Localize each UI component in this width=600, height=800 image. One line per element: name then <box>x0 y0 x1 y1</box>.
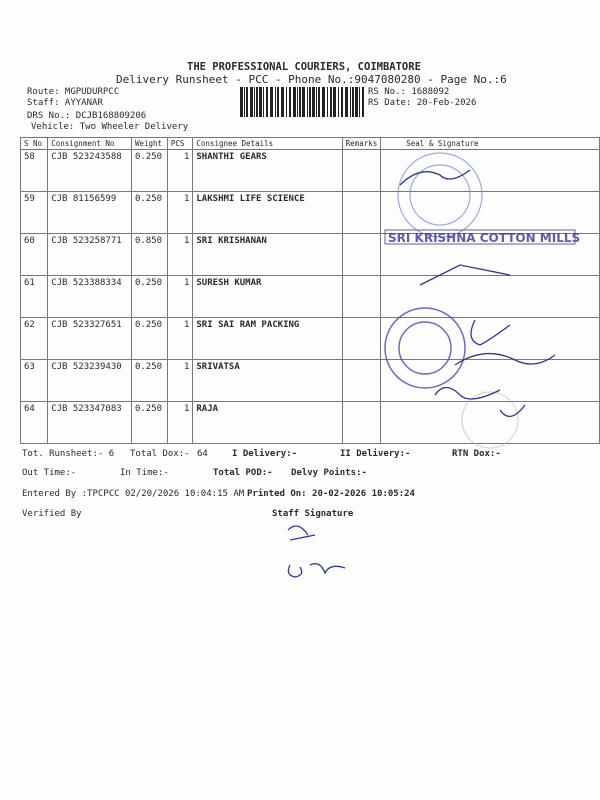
staff-signature-label: Staff Signature <box>272 509 354 519</box>
table-row <box>21 318 600 360</box>
cell-consignment: CJB 523243588 <box>48 150 132 192</box>
barcode-bar <box>341 87 343 117</box>
col-consignment: Consignment No <box>48 138 132 150</box>
barcode-bar <box>362 87 364 117</box>
cell-sno: 58 <box>21 150 48 192</box>
cell-pcs: 1 <box>167 234 193 276</box>
cell-consignment: CJB 81156599 <box>48 192 132 234</box>
col-weight: Weight <box>131 138 167 150</box>
cell-pcs: 1 <box>167 192 193 234</box>
drs-number: DRS No.: DCJB168809206 <box>27 111 147 121</box>
in-time: In Time:- <box>120 468 169 478</box>
cell-remarks <box>342 234 381 276</box>
barcode-bar <box>266 87 268 117</box>
barcode-bar <box>322 87 325 117</box>
cell-sno: 60 <box>21 234 48 276</box>
barcode-bar <box>355 87 358 117</box>
rtn-dox: RTN Dox:- <box>452 449 501 459</box>
barcode-bar <box>307 87 308 117</box>
table-row <box>21 234 600 276</box>
vehicle: Vehicle: Two Wheeler Delivery <box>31 122 189 132</box>
cell-sno: 59 <box>21 192 48 234</box>
barcode-bar <box>275 87 276 117</box>
cell-consignment: CJB 523347083 <box>48 402 132 444</box>
printed-on: Printed On: 20-02-2026 10:05:24 <box>247 489 415 499</box>
barcode-bar <box>352 87 354 117</box>
barcode-bar <box>293 87 296 117</box>
barcode-bar <box>309 87 311 117</box>
cell-consignee: SHANTHI GEARS <box>193 150 342 192</box>
runsheet-subtitle: Delivery Runsheet - PCC - Phone No.:9047080280 - Page No.:6 <box>116 73 507 86</box>
col-sno: S No <box>21 138 48 150</box>
cell-consignee: LAKSHMI LIFE SCIENCE <box>193 192 342 234</box>
cell-sno: 64 <box>21 402 48 444</box>
barcode-bar <box>359 87 360 117</box>
cell-weight: 0.250 <box>131 276 167 318</box>
out-time: Out Time:- <box>22 468 77 478</box>
cell-consignee: SRI SAI RAM PACKING <box>193 318 342 360</box>
cell-consignment: CJB 523258771 <box>48 234 132 276</box>
tot-runsheet: Tot. Runsheet:- 6 <box>22 449 115 459</box>
cell-sno: 63 <box>21 360 48 402</box>
barcode-bar <box>350 87 351 117</box>
cell-seal <box>381 360 600 402</box>
cell-seal <box>381 234 600 276</box>
total-dox-value: 64 <box>197 449 208 459</box>
table-row <box>21 360 600 402</box>
cell-sno: 61 <box>21 276 48 318</box>
barcode-bar <box>270 87 273 117</box>
cell-pcs: 1 <box>167 318 193 360</box>
cell-weight: 0.250 <box>131 360 167 402</box>
barcode-bar <box>263 87 264 117</box>
cell-pcs: 1 <box>167 276 193 318</box>
cell-weight: 0.250 <box>131 318 167 360</box>
barcode-bar <box>327 87 328 117</box>
cell-seal <box>381 150 600 192</box>
company-name: THE PROFESSIONAL COURIERS, COIMBATORE <box>187 61 421 73</box>
barcode-bar <box>318 87 320 117</box>
barcode-bar <box>250 87 253 117</box>
barcode-bar <box>312 87 315 117</box>
barcode-bar <box>299 87 301 117</box>
barcode-bar <box>240 87 243 117</box>
barcode <box>240 87 366 117</box>
table-row <box>21 402 600 444</box>
cell-consignee: SURESH KUMAR <box>193 276 342 318</box>
cell-weight: 0.250 <box>131 150 167 192</box>
consignment-table <box>20 137 600 444</box>
cell-consignment: CJB 523388334 <box>48 276 132 318</box>
table-row <box>21 150 600 192</box>
barcode-bar <box>302 87 305 117</box>
barcode-bar <box>246 87 248 117</box>
stamp-text: SRI KRISHNA COTTON MILLS <box>388 231 581 245</box>
barcode-bar <box>338 87 339 117</box>
cell-consignment: CJB 523239430 <box>48 360 132 402</box>
barcode-bar <box>281 87 284 117</box>
col-pcs: PCS <box>167 138 193 150</box>
cell-pcs: 1 <box>167 402 193 444</box>
barcode-bar <box>297 87 298 117</box>
col-consignee: Consignee Details <box>193 138 342 150</box>
rs-date: RS Date: 20-Feb-2026 <box>368 98 477 108</box>
cell-seal <box>381 276 600 318</box>
barcode-bar <box>345 87 348 117</box>
cell-seal <box>381 402 600 444</box>
cell-remarks <box>342 276 381 318</box>
ii-delivery: II Delivery:- <box>340 449 411 459</box>
cell-weight: 0.850 <box>131 234 167 276</box>
cell-remarks <box>342 360 381 402</box>
barcode-bar <box>244 87 245 117</box>
cell-consignee: RAJA <box>193 402 342 444</box>
entered-by: Entered By :TPCPCC 02/20/2026 10:04:15 AM <box>22 489 245 499</box>
cell-seal <box>381 318 600 360</box>
cell-seal <box>381 192 600 234</box>
delvy-points: Delvy Points:- <box>291 468 367 478</box>
cell-pcs: 1 <box>167 360 193 402</box>
cell-weight: 0.250 <box>131 192 167 234</box>
barcode-bar <box>256 87 258 117</box>
route: Route: MGPUDURPCC <box>27 87 120 97</box>
barcode-bar <box>330 87 332 117</box>
cell-remarks <box>342 318 381 360</box>
cell-consignee: SRIVATSA <box>193 360 342 402</box>
barcode-bar <box>277 87 279 117</box>
i-delivery: I Delivery:- <box>232 449 298 459</box>
col-remarks: Remarks <box>342 138 381 150</box>
table-row <box>21 276 600 318</box>
cell-consignee: SRI KRISHANAN <box>193 234 342 276</box>
cell-remarks <box>342 402 381 444</box>
barcode-bar <box>259 87 262 117</box>
barcode-bar <box>289 87 291 117</box>
cell-remarks <box>342 192 381 234</box>
table-row <box>21 192 600 234</box>
barcode-bar <box>254 87 255 117</box>
barcode-bar <box>333 87 336 117</box>
staff: Staff: AYYANAR <box>27 98 103 108</box>
barcode-bar <box>286 87 287 117</box>
verified-by: Verified By <box>22 509 82 519</box>
cell-weight: 0.250 <box>131 402 167 444</box>
total-dox: Total Dox:- <box>130 449 190 459</box>
cell-remarks <box>342 150 381 192</box>
barcode-bar <box>316 87 317 117</box>
cell-consignment: CJB 523327651 <box>48 318 132 360</box>
cell-sno: 62 <box>21 318 48 360</box>
col-seal: Seal & Signature <box>381 138 600 150</box>
rs-number: RS No.: 1688092 <box>368 87 450 97</box>
total-pod: Total POD:- <box>213 468 273 478</box>
cell-pcs: 1 <box>167 150 193 192</box>
